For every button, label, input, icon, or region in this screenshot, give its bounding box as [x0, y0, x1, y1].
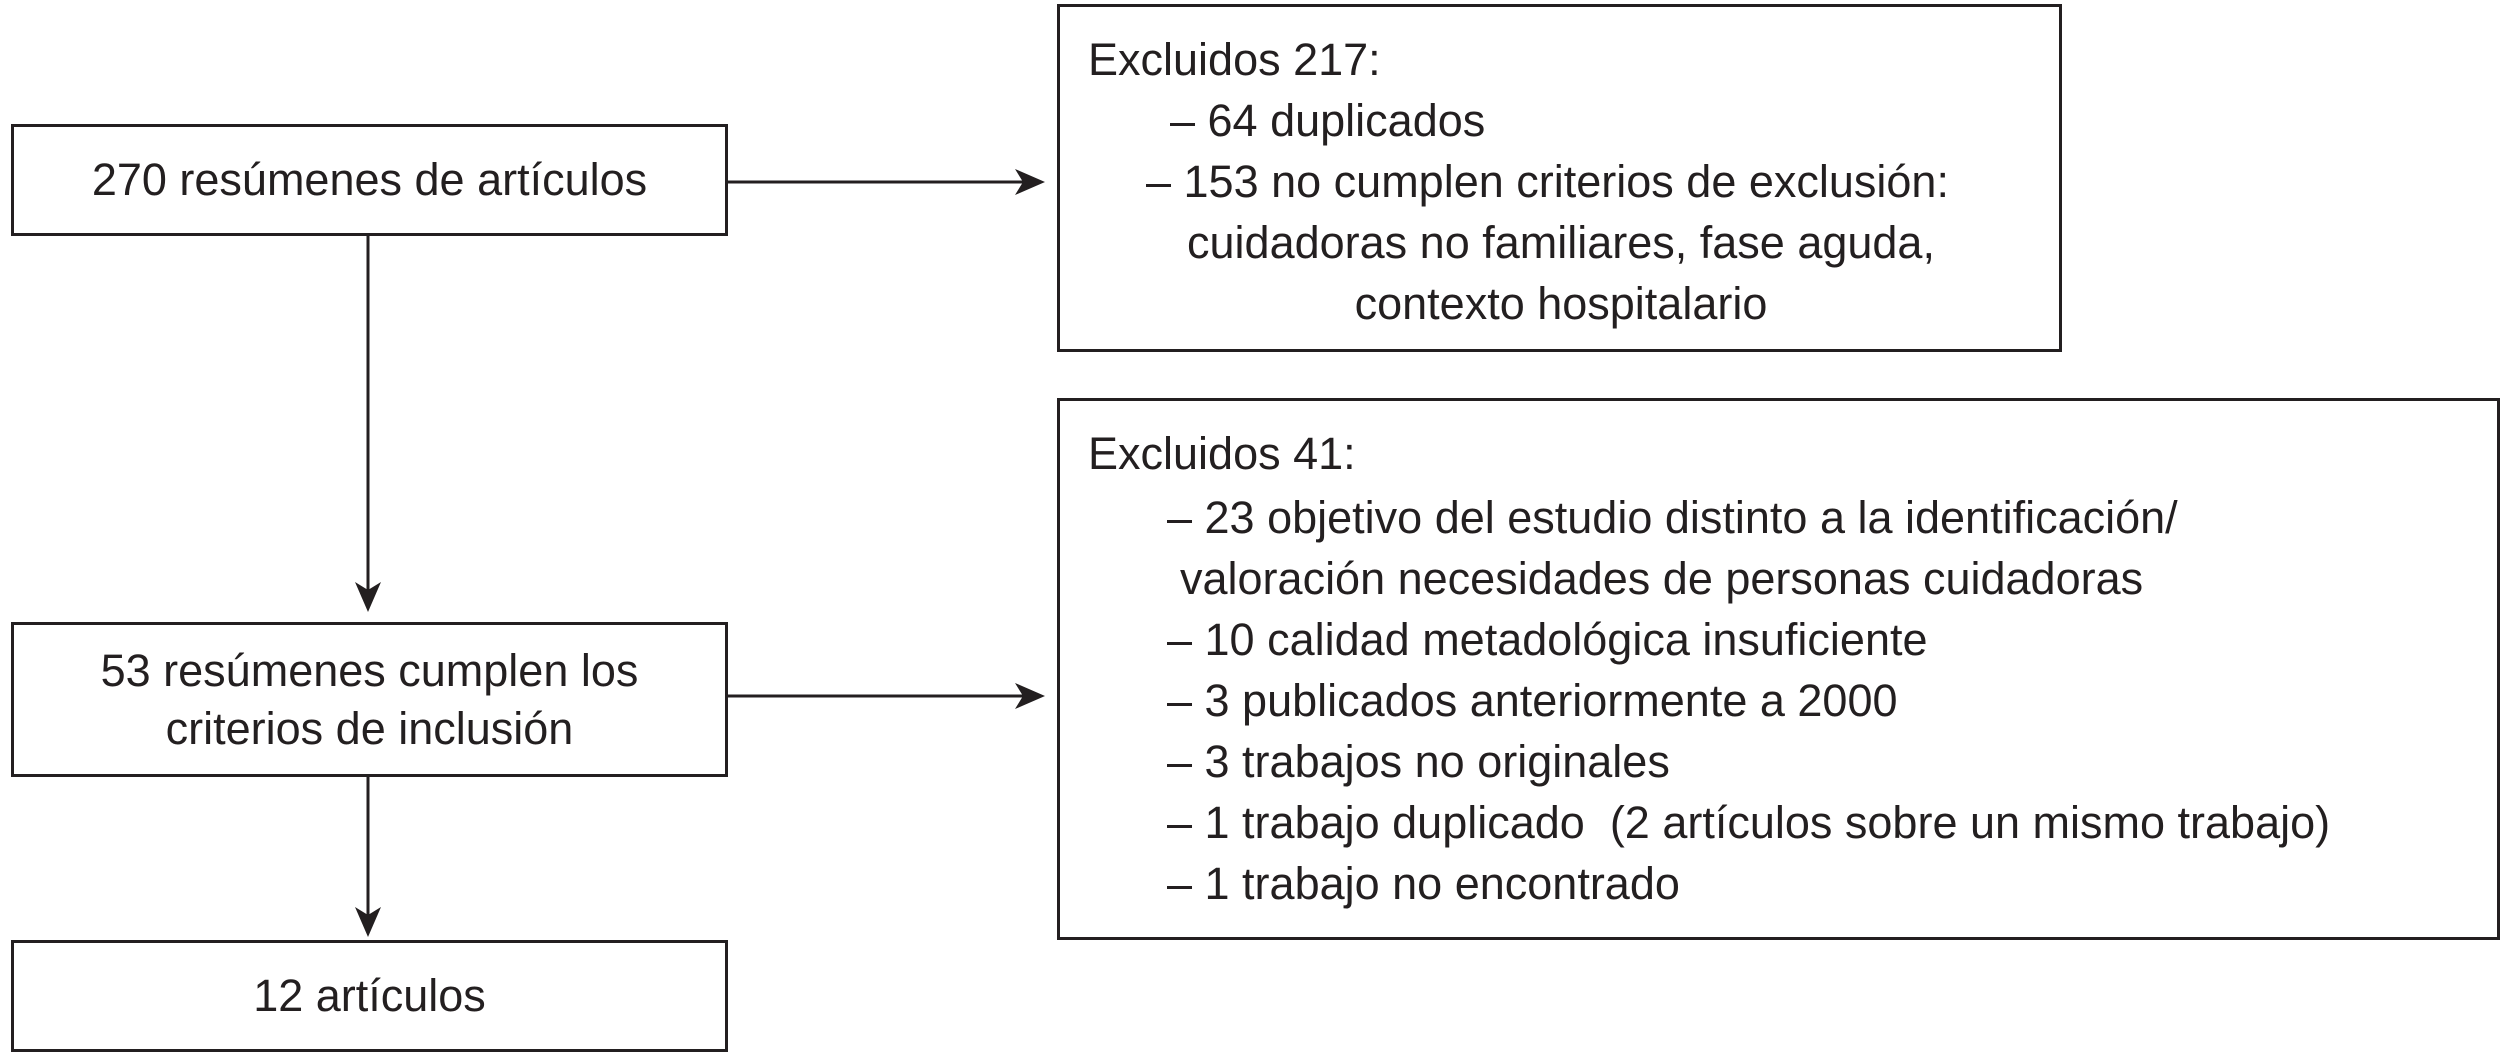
exclusion-2-item: – 23 objetivo del estudio distinto a la identificación/: [1167, 492, 2178, 543]
exclusion-2-item: – 1 trabajo no encontrado: [1167, 858, 1680, 909]
exclusion-2-item: – 1 trabajo duplicado (2 artículos sobre un mismo trabajo): [1167, 797, 2331, 848]
exclusion-1-item-continuation: cuidadoras no familiares, fase aguda,: [1187, 217, 1935, 268]
exclusion-box-2: [1057, 398, 2500, 940]
flow-step-3-box: [11, 940, 728, 1052]
flow-step-2-line-1: 53 resúmenes cumplen los: [100, 644, 639, 696]
exclusion-1-item: – 153 no cumplen criterios de exclusión:: [1146, 156, 1949, 207]
arrow-step1-to-step2: [355, 236, 381, 612]
arrow-step2-to-step3: [355, 777, 381, 937]
exclusion-1-heading: Excluidos 217:: [1088, 34, 1381, 85]
exclusion-1-item: – 64 duplicados: [1170, 95, 1486, 146]
arrow-step1-to-exclusion1: [728, 169, 1045, 195]
exclusion-2-item: – 10 calidad metadológica insuficiente: [1167, 614, 1928, 665]
arrow-step2-to-exclusion2: [728, 683, 1045, 709]
exclusion-2-item: – 3 trabajos no originales: [1167, 736, 1670, 787]
flow-step-1-text: 270 resúmenes de artículos: [91, 154, 648, 205]
exclusion-2-item: – 3 publicados anteriormente a 2000: [1167, 675, 1898, 726]
exclusion-2-item-continuation: valoración necesidades de personas cuidadoras: [1180, 553, 2144, 604]
flow-step-1-box: [11, 124, 728, 236]
exclusion-2-heading: Excluidos 41:: [1088, 428, 1356, 479]
exclusion-box-1: [1057, 4, 2062, 352]
flow-step-2-box: [11, 622, 728, 777]
flow-step-3-text: 12 artículos: [253, 970, 486, 1021]
exclusion-1-item-continuation: contexto hospitalario: [1354, 278, 1768, 329]
flow-step-2-line-2: criterios de inclusión: [165, 702, 574, 754]
